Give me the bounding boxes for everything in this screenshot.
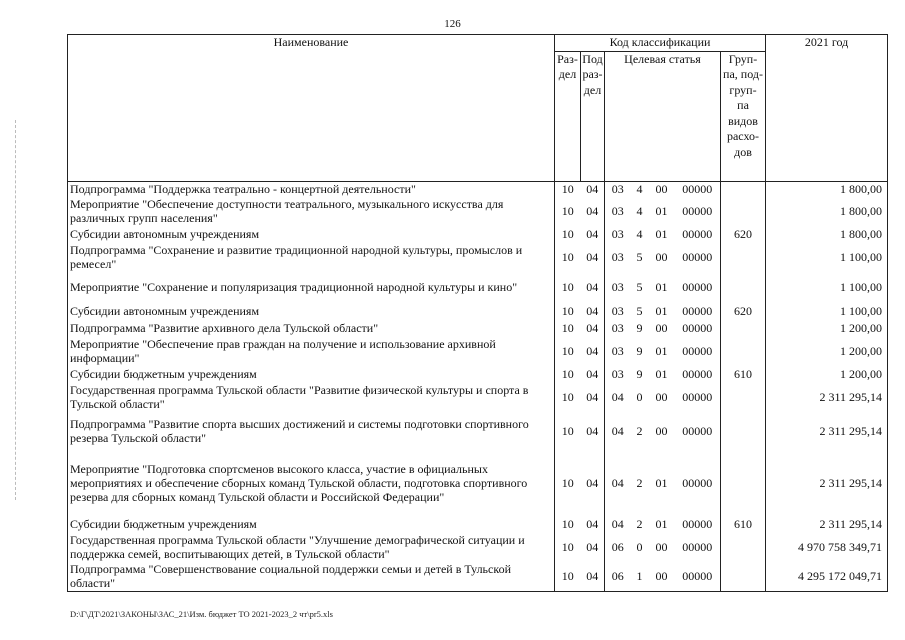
row-article-program: 03 [605, 226, 631, 242]
row-subsection: 04 [586, 389, 599, 404]
row-name: Подпрограмма "Развитие архивного дела Тульской области" [68, 320, 555, 336]
row-article-subprogram: 9 [636, 320, 643, 335]
row-name: Мероприятие "Обеспечение доступности театрального, музыкального искусства для различных групп населения" [68, 196, 555, 226]
row-article-event: 01 [655, 203, 668, 218]
table-row [68, 181, 888, 196]
row-article-direction: 00000 [682, 203, 713, 218]
table-row [68, 336, 888, 366]
row-amount: 1 200,00 [766, 366, 888, 382]
row-article-subprogram: 5 [636, 279, 643, 294]
row-subsection: 04 [586, 181, 599, 196]
row-section: 10 [555, 562, 581, 592]
table-row [68, 450, 888, 516]
row-subsection: 04 [586, 320, 599, 335]
row-article-event: 00 [655, 423, 668, 438]
row-article-subprogram: 4 [636, 226, 643, 241]
table-row [68, 366, 888, 382]
row-name: Субсидии бюджетным учреждениям [68, 366, 555, 382]
row-article-subprogram: 9 [636, 343, 643, 358]
row-section: 10 [555, 320, 581, 336]
row-article-subprogram: 9 [636, 366, 643, 381]
row-section: 10 [555, 226, 581, 242]
row-article-subprogram: 4 [636, 181, 643, 196]
row-article-subprogram: 2 [636, 423, 643, 438]
table-row [68, 320, 888, 336]
row-article-direction: 00000 [682, 423, 713, 438]
row-article-subprogram: 2 [636, 516, 643, 531]
row-name: Подпрограмма "Сохранение и развитие традиционной народной культуры, промыслов и ремесел" [68, 242, 555, 272]
row-amount: 2 311 295,14 [766, 382, 888, 412]
row-article-direction: 00000 [682, 475, 713, 490]
row-section: 10 [555, 516, 581, 532]
row-article-program: 03 [605, 242, 631, 272]
row-name: Субсидии бюджетным учреждениям [68, 516, 555, 532]
row-article-subprogram: 0 [636, 389, 643, 404]
row-article-program: 04 [605, 412, 631, 450]
row-article-direction: 00000 [682, 389, 713, 404]
budget-table [67, 34, 888, 592]
table-row [68, 302, 888, 320]
row-article-event: 00 [655, 320, 668, 335]
row-article-event: 01 [655, 366, 668, 381]
row-section: 10 [555, 272, 581, 302]
row-article-event: 00 [655, 181, 668, 196]
row-expense-type: 610 [721, 366, 766, 382]
row-expense-type [721, 562, 766, 592]
row-article-event: 00 [655, 249, 668, 264]
row-article-program: 03 [605, 302, 631, 320]
row-section: 10 [555, 412, 581, 450]
row-expense-type: 610 [721, 516, 766, 532]
row-article-program: 03 [605, 272, 631, 302]
row-expense-type [721, 412, 766, 450]
row-section: 10 [555, 242, 581, 272]
row-article-program: 03 [605, 196, 631, 226]
row-name: Мероприятие "Обеспечение прав граждан на получение и использование архивной информации" [68, 336, 555, 366]
row-expense-type [721, 532, 766, 562]
row-name: Субсидии автономным учреждениям [68, 302, 555, 320]
row-expense-type [721, 272, 766, 302]
row-name: Субсидии автономным учреждениям [68, 226, 555, 242]
row-subsection: 04 [586, 226, 599, 241]
row-article-event: 01 [655, 343, 668, 358]
row-expense-type: 620 [721, 302, 766, 320]
row-section: 10 [555, 366, 581, 382]
row-name: Подпрограмма "Поддержка театрально - концертной деятельности" [68, 181, 555, 196]
row-expense-type [721, 450, 766, 516]
row-article-subprogram: 4 [636, 203, 643, 218]
table-row [68, 412, 888, 450]
row-article-subprogram: 5 [636, 249, 643, 264]
row-article-event: 01 [655, 279, 668, 294]
row-article-program: 03 [605, 366, 631, 382]
row-section: 10 [555, 302, 581, 320]
row-subsection: 04 [586, 279, 599, 294]
row-amount: 1 100,00 [766, 302, 888, 320]
row-name: Мероприятие "Сохранение и популяризация традиционной народной культуры и кино" [68, 272, 555, 302]
row-article-direction: 00000 [682, 320, 713, 335]
row-name: Государственная программа Тульской области "Улучшение демографической ситуации и поддержка семей, воспитывающих детей, в Тульской области" [68, 532, 555, 562]
row-article-program: 06 [605, 562, 631, 592]
row-name: Мероприятие "Подготовка спортсменов высокого класса, участие в официальных мероприятиях и обеспечение сборных команд Тульской области, подготовка спортивного резерва для сборных команд Тульской области и Российской Федерации" [68, 450, 555, 516]
row-expense-type [721, 336, 766, 366]
row-name: Государственная программа Тульской области "Развитие физической культуры и спорта в Тульской области" [68, 382, 555, 412]
row-article-program: 03 [605, 336, 631, 366]
header-name: Наименование [68, 35, 555, 182]
row-article-event: 00 [655, 389, 668, 404]
row-expense-type: 620 [721, 226, 766, 242]
row-article-direction: 00000 [682, 181, 713, 196]
row-subsection: 04 [581, 562, 605, 592]
row-expense-type [721, 181, 766, 196]
row-article-program: 06 [605, 532, 631, 562]
row-subsection: 04 [586, 475, 599, 490]
footer-file-path: D:\Г\ДТ\2021\ЗАКОНЫ\ЗАС_21\Изм. бюджет ТО 2021-2023_2 чт\pr5.xls [70, 609, 333, 619]
row-expense-type [721, 242, 766, 272]
row-name: Подпрограмма "Развитие спорта высших достижений и системы подготовки спортивного резерва Тульской области" [68, 412, 555, 450]
scan-margin-marks [15, 120, 18, 500]
table-row [68, 226, 888, 242]
header-classification: Код классификации [555, 35, 766, 52]
row-expense-type [721, 382, 766, 412]
row-subsection: 04 [586, 343, 599, 358]
row-subsection: 04 [586, 516, 599, 531]
row-article-event: 01 [655, 516, 668, 531]
row-article-subprogram: 5 [636, 303, 643, 318]
row-amount: 1 800,00 [766, 226, 888, 242]
row-amount: 2 311 295,14 [766, 450, 888, 516]
row-expense-type [721, 320, 766, 336]
page-number: 126 [444, 18, 461, 30]
header-target-article: Целевая статья [605, 51, 721, 181]
row-subsection: 04 [586, 303, 599, 318]
row-article-direction: 00000 [682, 343, 713, 358]
row-article-subprogram: 2 [636, 475, 643, 490]
header-expense-type: Груп- па, под- груп- па видов расхо- дов [721, 51, 766, 181]
row-article-direction: 00000 [682, 226, 713, 241]
row-article-direction: 00000 [682, 539, 713, 554]
row-amount: 4 295 172 049,71 [766, 562, 888, 592]
table-row [68, 382, 888, 412]
header-subsection: Под раз- дел [581, 51, 605, 181]
row-amount: 2 311 295,14 [766, 412, 888, 450]
row-section: 10 [555, 532, 581, 562]
row-article-event: 00 [655, 539, 668, 554]
row-section: 10 [555, 450, 581, 516]
header-year: 2021 год [766, 35, 888, 182]
row-article-event: 00 [649, 562, 675, 592]
row-name: Подпрограмма "Совершенствование социальной поддержки семьи и детей в Тульской области" [68, 562, 555, 592]
row-article-program: 03 [605, 181, 631, 196]
table-row [68, 562, 888, 592]
row-subsection: 04 [586, 539, 599, 554]
row-expense-type [721, 196, 766, 226]
row-article-program: 04 [605, 382, 631, 412]
row-subsection: 04 [586, 203, 599, 218]
row-article-program: 04 [605, 516, 631, 532]
row-article-event: 01 [655, 475, 668, 490]
row-amount: 2 311 295,14 [766, 516, 888, 532]
table-row [68, 532, 888, 562]
row-amount: 1 800,00 [766, 181, 888, 196]
table-row [68, 242, 888, 272]
row-amount: 1 100,00 [766, 242, 888, 272]
row-amount: 1 200,00 [766, 320, 888, 336]
row-article-program: 04 [605, 450, 631, 516]
row-section: 10 [555, 196, 581, 226]
row-article-direction: 00000 [682, 303, 713, 318]
header-section: Раз- дел [555, 51, 581, 181]
row-article-event: 01 [655, 303, 668, 318]
row-article-direction: 00000 [682, 249, 713, 264]
row-article-subprogram: 1 [631, 562, 649, 592]
table-row [68, 516, 888, 532]
row-subsection: 04 [586, 366, 599, 381]
row-subsection: 04 [586, 249, 599, 264]
row-article-program: 03 [605, 320, 631, 336]
row-article-direction: 00000 [682, 366, 713, 381]
row-article-event: 01 [655, 226, 668, 241]
row-section: 10 [555, 336, 581, 366]
table-row [68, 272, 888, 302]
row-article-subprogram: 0 [636, 539, 643, 554]
row-amount: 1 800,00 [766, 196, 888, 226]
row-article-direction: 00000 [675, 562, 721, 592]
table-row [68, 196, 888, 226]
row-article-direction: 00000 [682, 279, 713, 294]
row-section: 10 [555, 382, 581, 412]
row-subsection: 04 [586, 423, 599, 438]
row-amount: 1 100,00 [766, 272, 888, 302]
row-article-direction: 00000 [682, 516, 713, 531]
row-amount: 1 200,00 [766, 336, 888, 366]
row-section: 10 [555, 181, 581, 196]
table-body [68, 181, 888, 592]
row-amount: 4 970 758 349,71 [766, 532, 888, 562]
